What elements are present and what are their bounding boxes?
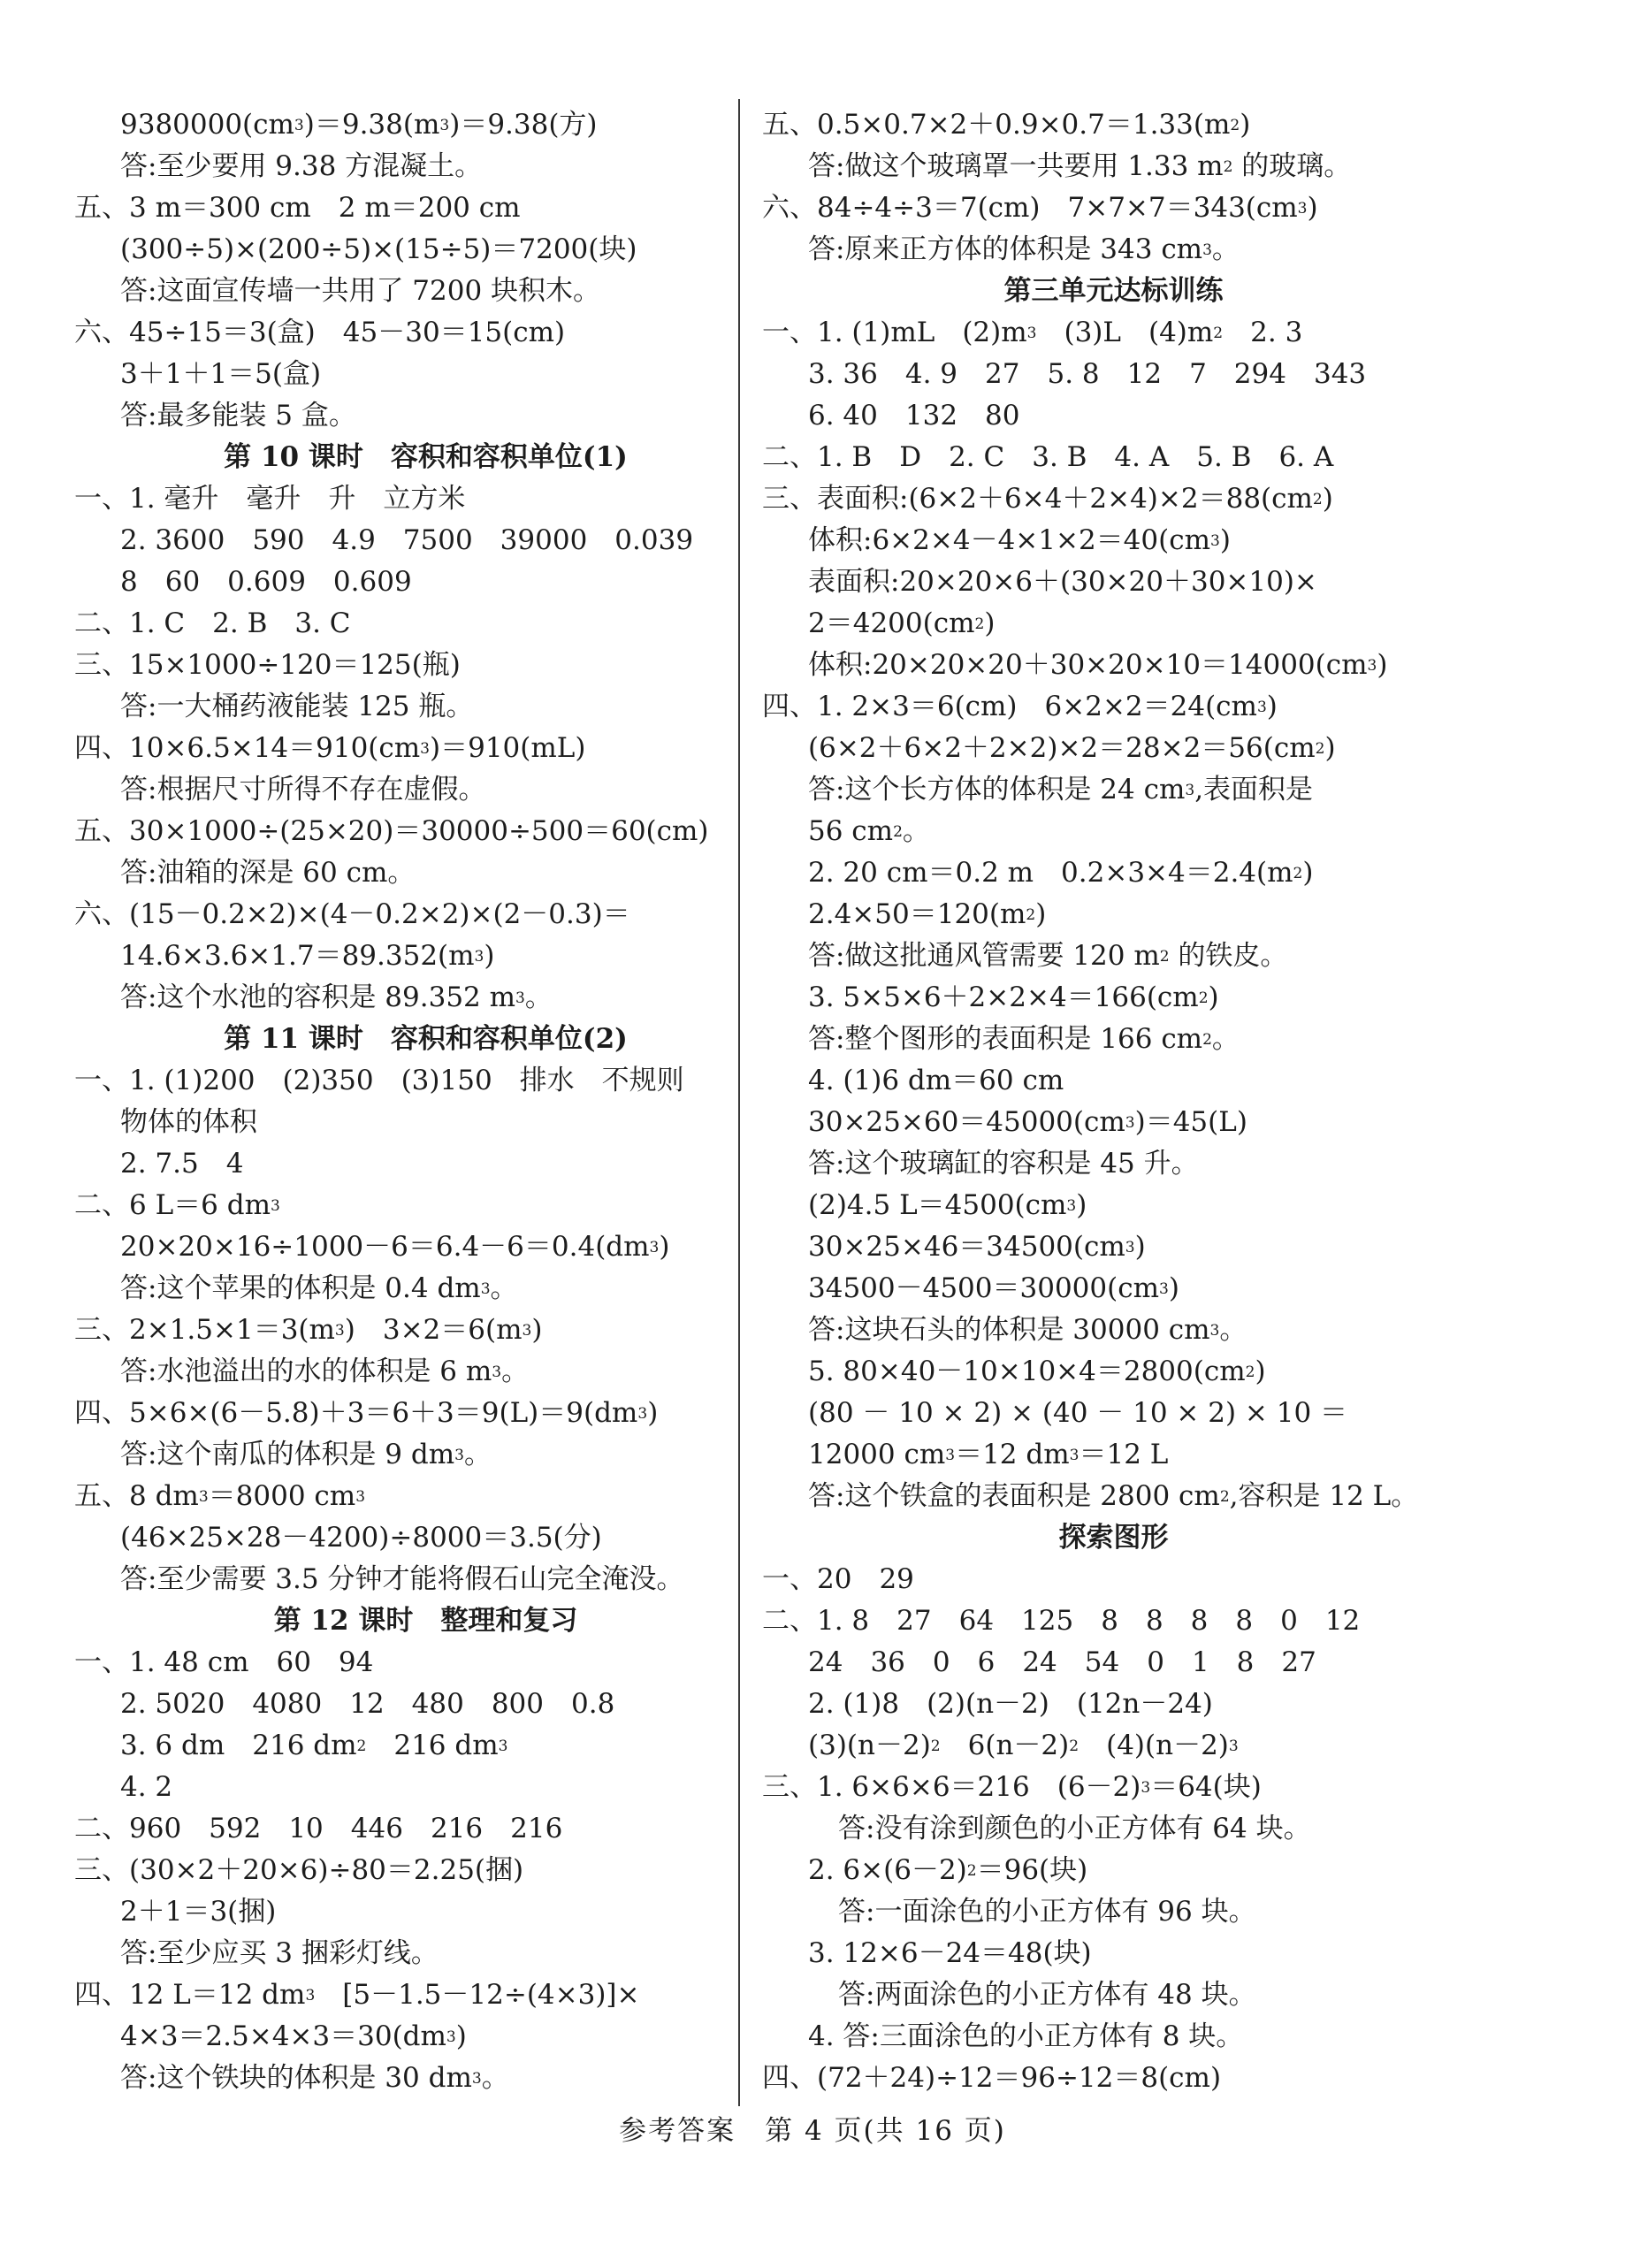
answer-line: 二、1. B D 2. C 3. B 4. A 5. B 6. A: [762, 441, 1334, 473]
answer-line: $30\times 25\times 46=34500(cm^3)$: [808, 1231, 1146, 1263]
answer-line: 答:这个铁块的体积是 30 $dm^3$。: [120, 2062, 509, 2094]
answer-line: 五、30×1000÷(25×20)＝30000÷500＝60(cm): [74, 815, 709, 847]
answer-line: 2. 5020 4080 12 480 800 0.8: [120, 1688, 615, 1720]
answer-line: 4. (1)6 dm＝60 cm: [808, 1065, 1064, 1096]
answer-line: 6. 40 132 80: [808, 400, 1020, 431]
answer-line: 四、12 L＝12 $dm^3$ [5－1.5－12÷(4×3)]×: [74, 1979, 640, 2011]
answer-line: 五、3 m＝300 cm 2 m＝200 cm: [74, 192, 521, 224]
answer-line: 一、1. (1)200 (2)350 (3)150 排水 不规则: [74, 1065, 684, 1096]
section-heading: 第三单元达标训练: [1003, 275, 1224, 307]
answer-line: 一、20 29: [762, 1563, 914, 1595]
answer-line: $14.6\times 3.6\times 1.7=89.352(m^3)$: [120, 940, 495, 972]
left-column: [74, 104, 777, 2099]
right-column: [762, 104, 1465, 2099]
answer-line: $30\times 25\times 60=45000(cm^3)=45(L)$: [808, 1106, 1247, 1138]
answer-line: 3. $5\times 5\times 6+2\times 2\times 4=166(cm^2)$: [808, 981, 1219, 1013]
answer-line: 24 36 0 6 24 54 0 1 8 27: [808, 1646, 1316, 1678]
column-divider: [738, 99, 740, 2106]
answer-line: 答:最多能装 5 盒。: [120, 400, 356, 431]
answer-line: 答:这面宣传墙一共用了 7200 块积木。: [120, 275, 601, 307]
answer-line: 三、表面积$:(6\times 2+6\times 4+2\times 4)\times 2=88(cm^2)$: [762, 483, 1333, 515]
answer-line: 3. 6 dm 216 $dm^2$ 216 $dm^3$: [120, 1730, 508, 1761]
answer-line: 六、45÷15＝3(盒) 45－30＝15(cm): [74, 317, 566, 348]
answer-line: 答:这块石头的体积是 30000 $cm^3$。: [808, 1314, 1247, 1346]
answer-line: 答:水池溢出的水的体积是 6 $m^3$。: [120, 1355, 530, 1387]
answer-line: 四、$5\times 6\times(6-5.8)+3=6+3=9(L)=9(dm^3)$: [74, 1397, 659, 1429]
section-heading: 探索图形: [1058, 1522, 1169, 1554]
answer-line: 三、1. 6×6×6＝216 $(6-2)^3=64$(块): [762, 1771, 1262, 1803]
page-footer: 参考答案 第 4 页(共 16 页): [619, 2115, 1006, 2147]
answer-line: 体积$:6\times 2\times 4-4\times 1\times 2=40(cm^3)$: [808, 524, 1231, 556]
answer-line: 答:这个苹果的体积是 0.4 $dm^3$。: [120, 1272, 518, 1304]
answer-line: 二、1. C 2. B 3. C: [74, 607, 351, 639]
answer-line: 3＋1＋1＝5(盒): [120, 358, 322, 390]
answer-line: 三、15×1000÷120＝125(瓶): [74, 649, 461, 681]
answer-line: $2.4\times 50=120(m^2)$: [808, 898, 1047, 930]
answer-line: $34500-4500=30000(cm^3)$: [808, 1272, 1179, 1304]
answer-line: 一、1. 48 cm 60 94: [74, 1646, 374, 1678]
answer-line: 8 60 0.609 0.609: [120, 566, 412, 598]
answer-line: 一、1. (1)mL $(2)m^3$ (3)L $(4)m^2$ 2. 3: [762, 317, 1303, 348]
answer-line: 答:至少要用 9.38 方混凝土。: [120, 150, 483, 182]
answer-line: 五、8 $dm^3=8000$ $cm^3$: [74, 1480, 366, 1512]
answer-line: 答:没有涂到颜色的小正方体有 64 块。: [838, 1813, 1311, 1844]
answer-line: 答:至少需要 3.5 分钟才能将假石山完全淹没。: [120, 1563, 684, 1595]
answer-line: 三、$2\times 1.5\times 1=3(m^3)$ $3\times 2=6(m^3)$: [74, 1314, 543, 1346]
answer-line: 四、(72＋24)÷12＝96÷12＝8(cm): [762, 2062, 1222, 2094]
answer-line: 答:整个图形的表面积是 166 $cm^2$。: [808, 1023, 1240, 1055]
answer-line: $20\times 20\times 16\div 1000-6=6.4-6=0.4(dm^3)$: [120, 1231, 670, 1263]
answer-line: $9380000(cm^3)=9.38(m^3)=9.38$(方): [120, 109, 598, 141]
answer-line: 答:原来正方体的体积是 343 $cm^3$。: [808, 233, 1240, 265]
answer-line: 四、1. 2×3＝6(cm) $6\times 2\times 2=24(cm^3)$: [762, 691, 1278, 722]
answer-line: $(6\times 2+6\times 2+2\times 2)\times 2=28\times 2=56(cm^2)$: [808, 732, 1336, 764]
answer-line: 答:至少应买 3 捆彩灯线。: [120, 1937, 439, 1969]
answer-line: 12000 $cm^3=12$ $dm^3=12$ L: [808, 1439, 1169, 1470]
answer-line: 二、960 592 10 446 216 216: [74, 1813, 563, 1844]
answer-line: 答:根据尺寸所得不存在虚假。: [120, 774, 486, 806]
answer-line: (46×25×28－4200)÷8000＝3.5(分): [120, 1522, 602, 1554]
answer-line: 4. 答:三面涂色的小正方体有 8 块。: [808, 2020, 1244, 2052]
answer-line: 表面积:20×20×6＋(30×20＋30×10)×: [808, 566, 1317, 598]
answer-line: 4. 2: [120, 1771, 173, 1803]
section-heading: 第 10 课时 容积和容积单位(1): [224, 441, 628, 473]
answer-line: 四、$10\times 6.5\times 14=910(cm^3)=910(mL)$: [74, 732, 586, 764]
answer-line: 答:这个铁盒的表面积是 2800 $cm^2$,容积是 12 L。: [808, 1480, 1419, 1512]
answer-line: (300÷5)×(200÷5)×(15÷5)＝7200(块): [120, 233, 637, 265]
answer-line: 体积$:20\times 20\times 20+30\times 20\times 10=14000(cm^3)$: [808, 649, 1388, 681]
answer-line: 答:一大桶药液能装 125 瓶。: [120, 691, 474, 722]
answer-line: 2. 3600 590 4.9 7500 39000 0.039: [120, 524, 694, 556]
answer-line: 三、(30×2＋20×6)÷80＝2.25(捆): [74, 1854, 524, 1886]
answer-line: (80 － 10 × 2) × (40 － 10 × 2) × 10 ＝: [808, 1397, 1348, 1429]
answer-line: 2. (1)8 (2)(n－2) (12n－24): [808, 1688, 1213, 1720]
answer-line: 2. 20 cm＝0.2 m $0.2\times 3\times 4=2.4(m^2)$: [808, 857, 1314, 889]
answer-line: 物体的体积: [120, 1106, 257, 1138]
answer-line: $(3)(n-2)^2$ $6(n-2)^2$ $(4)(n-2)^3$: [808, 1730, 1239, 1761]
answer-line: 2. $6\times(6-2)^2=96$(块): [808, 1854, 1088, 1886]
answer-line: 3. 12×6－24＝48(块): [808, 1937, 1092, 1969]
answer-line: 答:这个玻璃缸的容积是 45 升。: [808, 1148, 1199, 1180]
answer-line: 六、(15－0.2×2)×(4－0.2×2)×(2－0.3)＝: [74, 898, 630, 930]
answer-line: 一、1. 毫升 毫升 升 立方米: [74, 483, 466, 515]
answer-line: 2＋1＝3(捆): [120, 1896, 277, 1928]
answer-line: 答:油箱的深是 60 cm。: [120, 857, 416, 889]
answer-line: 五、$0.5\times 0.7\times 2+0.9\times 0.7=1.33(m^2)$: [762, 109, 1251, 141]
answer-line: 答:做这批通风管需要 120 $m^2$ 的铁皮。: [808, 940, 1288, 972]
answer-line: 答:做这个玻璃罩一共要用 1.33 $m^2$ 的玻璃。: [808, 150, 1352, 182]
answer-line: 六、84÷4÷3＝7(cm) $7\times 7\times 7=343(cm^3)$: [762, 192, 1318, 224]
answer-line: 2. 7.5 4: [120, 1148, 244, 1180]
answer-line: 二、6 L＝6 $dm^3$: [74, 1189, 280, 1221]
section-heading: 第 12 课时 整理和复习: [273, 1605, 578, 1637]
answer-line: 答:这个水池的容积是 89.352 $m^3$。: [120, 981, 553, 1013]
answer-line: 3. 36 4. 9 27 5. 8 12 7 294 343: [808, 358, 1367, 390]
answer-line: 答:这个长方体的体积是 24 $cm^3$,表面积是: [808, 774, 1314, 806]
answer-line: 答:两面涂色的小正方体有 48 块。: [838, 1979, 1256, 2011]
answer-line: 二、1. 8 27 64 125 8 8 8 8 0 12: [762, 1605, 1361, 1637]
answer-line: 56 $cm^2$。: [808, 815, 930, 847]
answer-line: (2)4.5 $L=4500(cm^3)$: [808, 1189, 1087, 1221]
answer-line: 答:一面涂色的小正方体有 96 块。: [838, 1896, 1256, 1928]
section-heading: 第 11 课时 容积和容积单位(2): [224, 1023, 628, 1055]
answer-line: 答:这个南瓜的体积是 9 $dm^3$。: [120, 1439, 492, 1470]
answer-line: $2=4200(cm^2)$: [808, 607, 996, 639]
answer-line: $4\times 3=2.5\times 4\times 3=30(dm^3)$: [120, 2020, 467, 2052]
answer-line: 5. $80\times 40-10\times 10\times 4=2800(cm^2)$: [808, 1355, 1266, 1387]
